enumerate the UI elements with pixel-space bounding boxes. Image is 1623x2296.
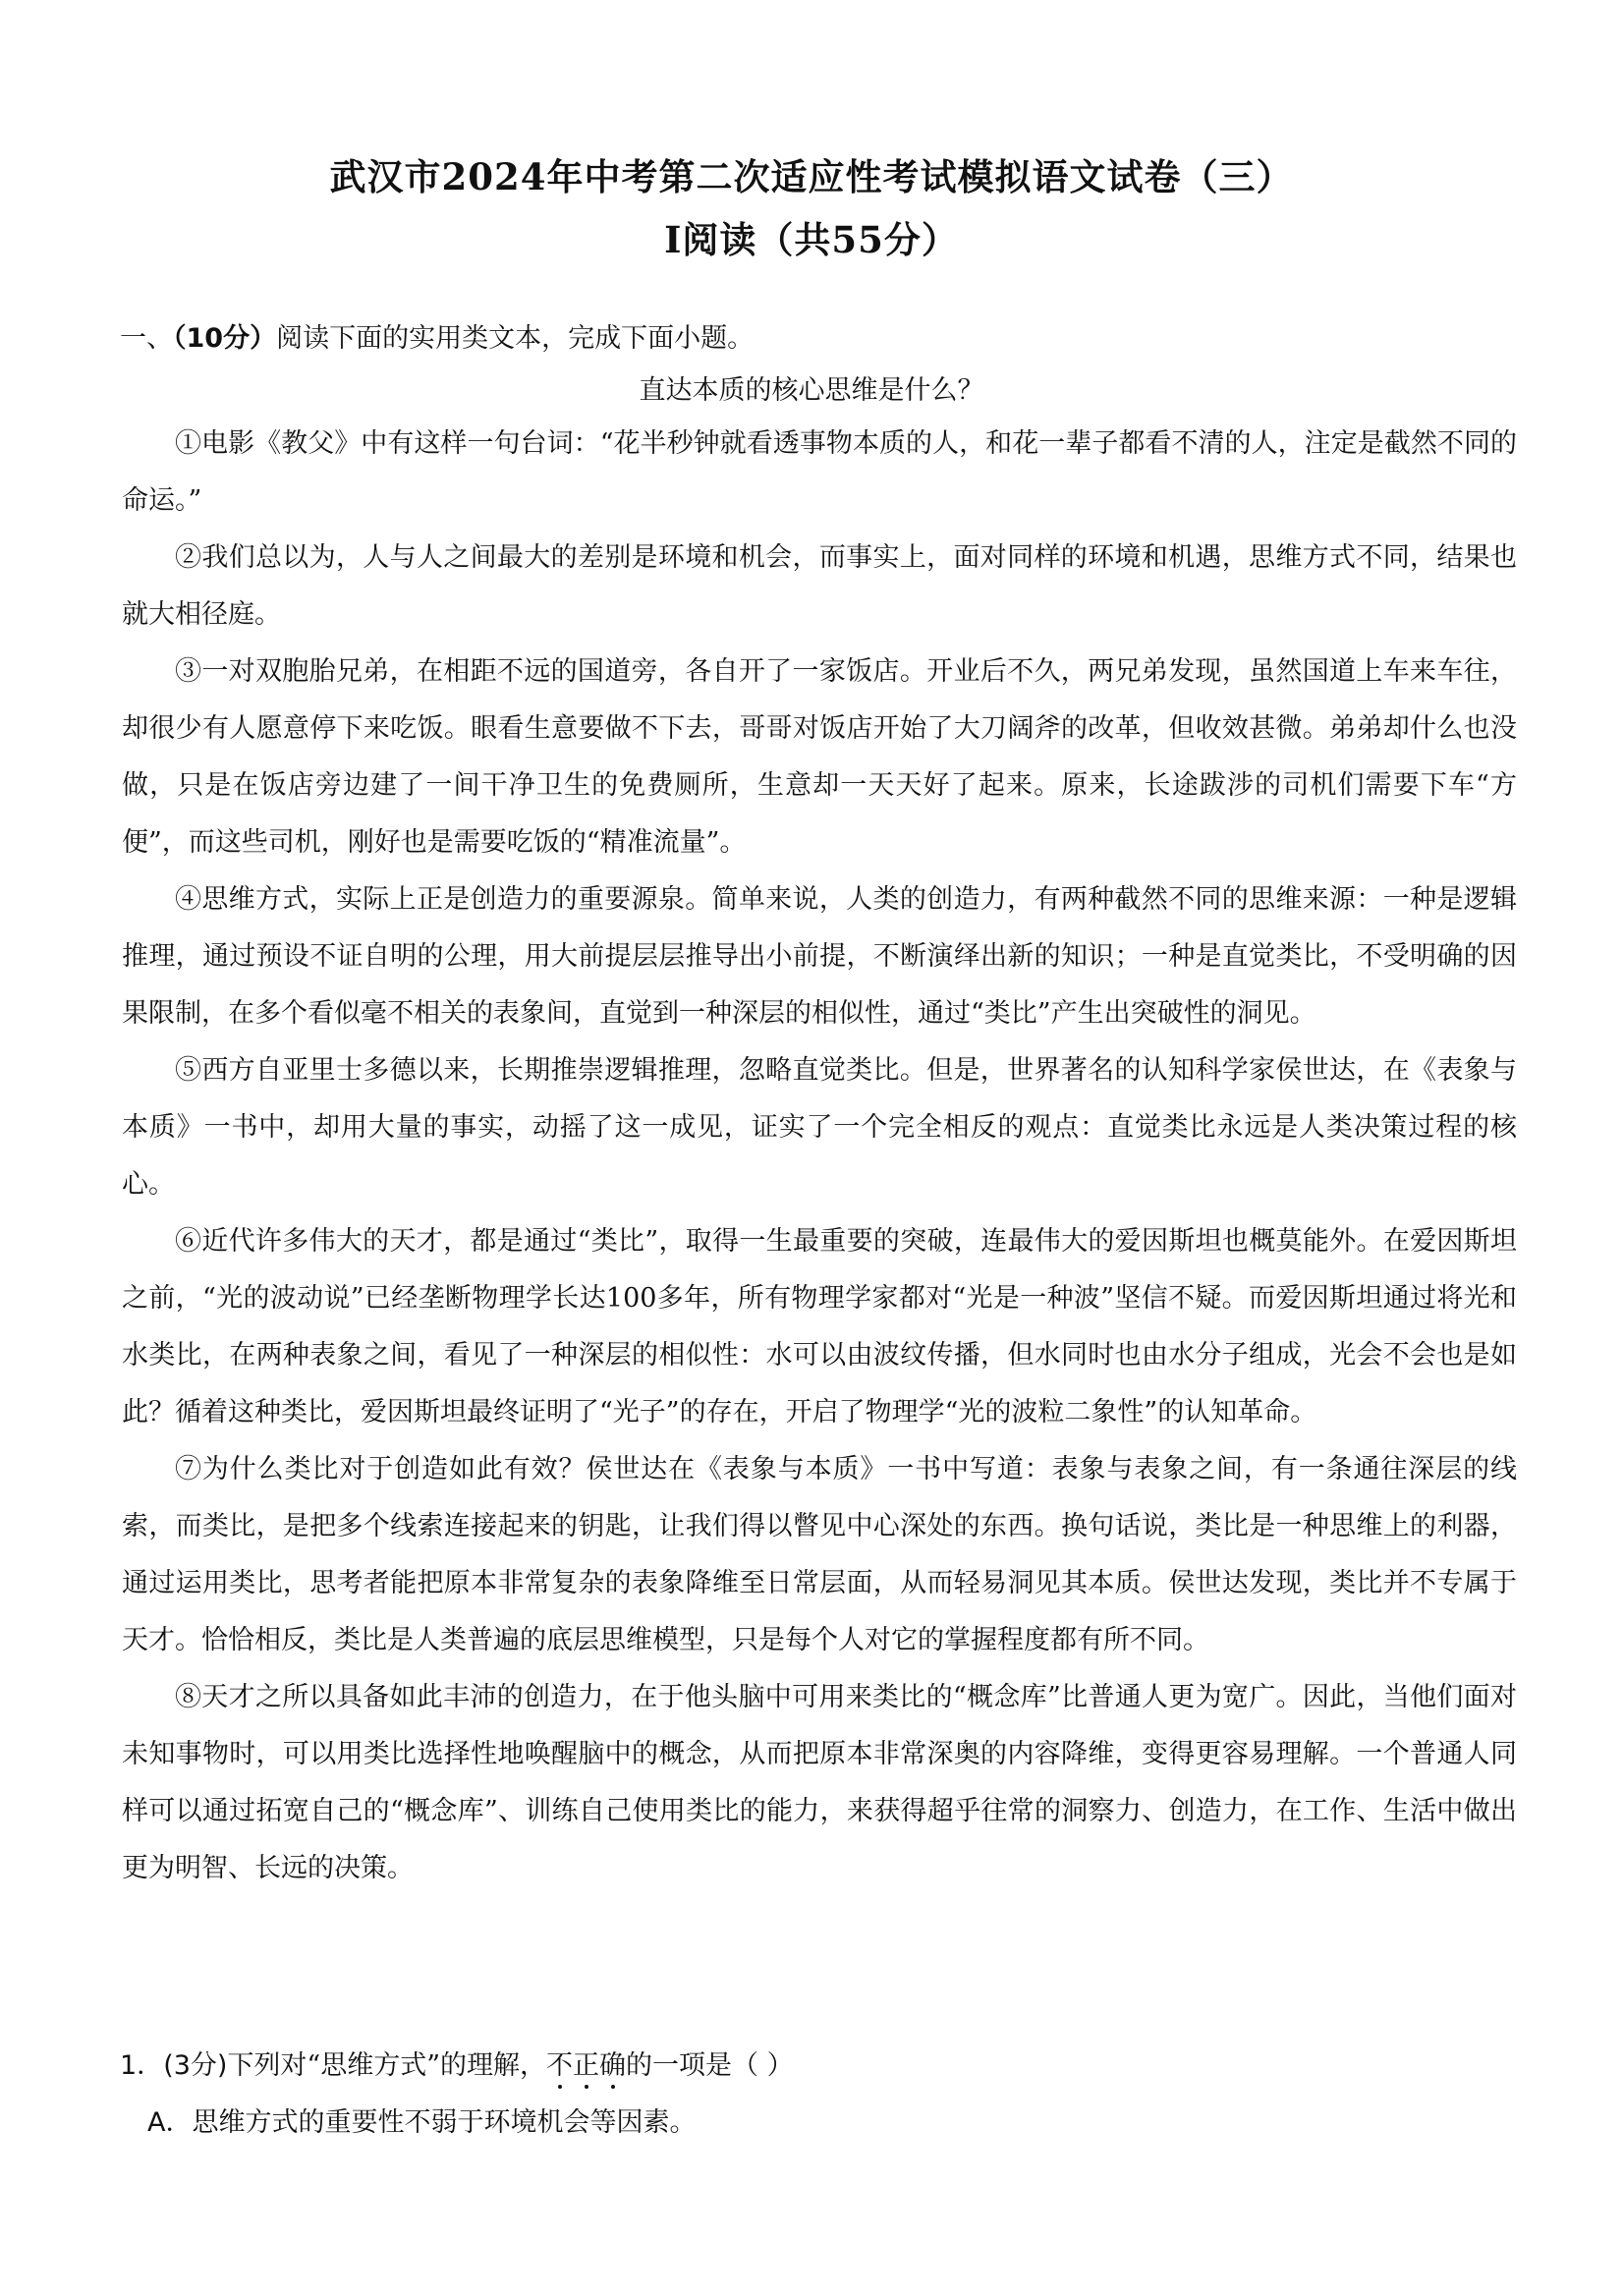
option-a — [147, 2100, 696, 2139]
article-body — [122, 416, 1517, 1897]
paragraph-6: ⑥近代许多伟大的天才，都是通过“类比”，取得一生最重要的突破，连最伟大的爱因斯坦也概莫能外。在爱因斯坦之前，“光的波动说”已经垄断物理学长达100多年，所有物理学家都对“光是一种波”坚信不疑。而爱因斯坦通过将光和水类比，在两种表象之间，看见了一种深层的相似性：水可以由波纹传播，但水同时也由水分子组成，光会不会也是如此？循着这种类比，爱因斯坦最终证明了“光子”的存在，开启了物理学“光的波粒二象性”的认知革命。 — [122, 1226, 1517, 1428]
section-number: 一、 — [120, 323, 173, 354]
emphasis-char-1: 不 — [546, 2050, 574, 2081]
emphasis-char-3: 确 — [599, 2050, 627, 2081]
section-heading — [120, 316, 754, 355]
paragraph-1: ①电影《教父》中有这样一句台词：“花半秒钟就看透事物本质的人，和花一辈子都看不清的人，注定是截然不同的命运。” — [122, 428, 1517, 516]
question-stem-before: 下列对“思维方式”的理解， — [227, 2050, 547, 2081]
paragraph-8: ⑧天才之所以具备如此丰沛的创造力，在于他头脑中可用来类比的“概念库”比普通人更为宽广。因此，当他们面对未知事物时，可以用类比选择性地唤醒脑中的概念，从而把原本非常深奥的内容降维，变得更容易理解。一个普通人同样可以通过拓宽自己的“概念库”、训练自己使用类比的能力，来获得超乎往常的洞察力、创造力，在工作、生活中做出更为明智、长远的决策。 — [122, 1682, 1517, 1883]
article-title: 直达本质的核心思维是什么？ — [639, 375, 984, 406]
question-1-stem — [120, 2044, 794, 2082]
option-a-letter: A． — [147, 2107, 193, 2138]
option-a-text: 思维方式的重要性不弱于环境机会等因素。 — [192, 2107, 697, 2138]
paragraph-2: ②我们总以为，人与人之间最大的差别是环境和机会，而事实上，面对同样的环境和机遇，思维方式不同，结果也就大相径庭。 — [122, 542, 1517, 630]
paragraph-7: ⑦为什么类比对于创造如此有效？侯世达在《表象与本质》一书中写道：表象与表象之间，有一条通往深层的线索，而类比，是把多个线索连接起来的钥匙，让我们得以瞥见中心深处的东西。换句话说，类比是一种思维上的利器，通过运用类比，思考者能把原本非常复杂的表象降维至日常层面，从而轻易洞见其本质。侯世达发现，类比并不专属于天才。恰恰相反，类比是人类普遍的底层思维模型，只是每个人对它的掌握程度都有所不同。 — [122, 1454, 1517, 1655]
question-stem-after: 的一项是（ ） — [626, 2050, 794, 2081]
emphasis-char-2: 正 — [573, 2050, 600, 2081]
paragraph-4: ④思维方式，实际上正是创造力的重要源泉。简单来说，人类的创造力，有两种截然不同的思维来源：一种是逻辑推理，通过预设不证自明的公理，用大前提层层推导出小前提，不断演绎出新的知识；一种是直觉类比，不受明确的因果限制，在多个看似毫不相关的表象间，直觉到一种深层的相似性，通过“类比”产生出突破性的洞见。 — [122, 884, 1517, 1029]
paragraph-5: ⑤西方自亚里士多德以来，长期推崇逻辑推理，忽略直觉类比。但是，世界著名的认知科学家侯世达，在《表象与本质》一书中，却用大量的事实，动摇了这一成见，证实了一个完全相反的观点：直觉类比永远是人类决策过程的核心。 — [122, 1055, 1517, 1200]
section-score: （10分） — [173, 323, 277, 354]
question-score: (3分) — [163, 2050, 228, 2081]
section-instruction: 阅读下面的实用类文本，完成下面小题。 — [276, 323, 755, 354]
paragraph-3: ③一对双胞胎兄弟，在相距不远的国道旁，各自开了一家饭店。开业后不久，两兄弟发现，虽然国道上车来车往，却很少有人愿意停下来吃饭。眼看生意要做不下去，哥哥对饭店开始了大刀阔斧的改革，但收效甚微。弟弟却什么也没做，只是在饭店旁边建了一间干净卫生的免费厕所，生意却一天天好了起来。原来，长途跋涉的司机们需要下车“方便”，而这些司机，刚好也是需要吃饭的“精准流量”。 — [122, 656, 1517, 858]
part-title: Ⅰ阅读（共55分） — [664, 218, 959, 261]
exam-title: 武汉市2024年中考第二次适应性考试模拟语文试卷（三） — [329, 155, 1294, 198]
question-number: 1． — [120, 2050, 164, 2081]
